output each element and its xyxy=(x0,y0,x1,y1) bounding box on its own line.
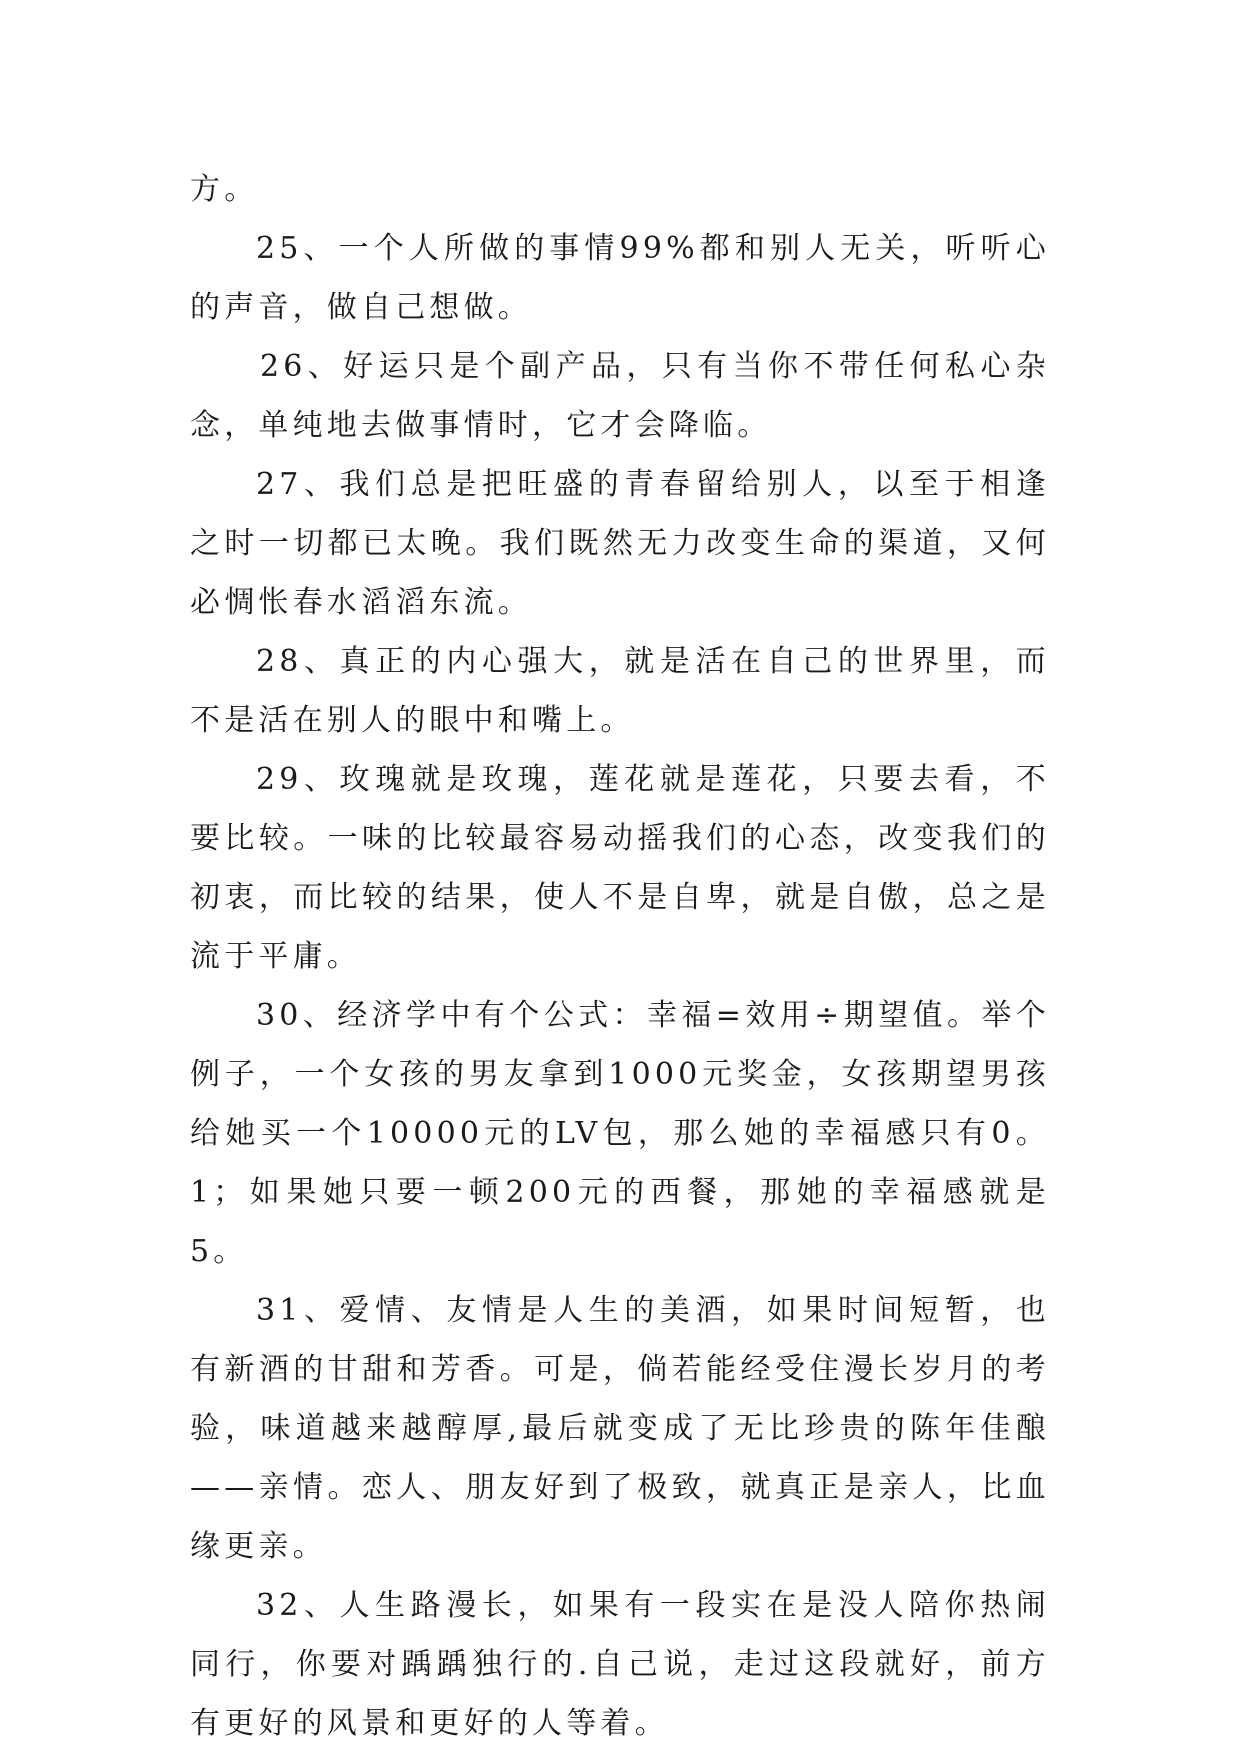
document-body xyxy=(190,160,1050,1753)
paragraph-continuation: 方。 xyxy=(190,172,259,207)
paragraph-27: 27、我们总是把旺盛的青春留给别人，以至于相逢之时一切都已太晚。我们既然无力改变生命的渠道，又何必惆怅春水滔滔东流。 xyxy=(190,467,1050,620)
paragraph-30: 30、经济学中有个公式：幸福=效用÷期望值。举个例子，一个女孩的男友拿到1000元奖金，女孩期望男孩给她买一个10000元的LV包，那么她的幸福感只有0。1；如果她只要一顿200元的西餐，那她的幸福感就是5。 xyxy=(190,998,1050,1269)
paragraph-29: 29、玫瑰就是玫瑰，莲花就是莲花，只要去看，不要比较。一味的比较最容易动摇我们的心态，改变我们的初衷，而比较的结果，使人不是自卑，就是自傲，总之是流于平庸。 xyxy=(190,762,1050,974)
paragraph-31: 31、爱情、友情是人生的美酒，如果时间短暂，也有新酒的甘甜和芳香。可是，倘若能经受住漫长岁月的考验，味道越来越醇厚,最后就变成了无比珍贵的陈年佳酿——亲情。恋人、朋友好到了极致，就真正是亲人，比血缘更亲。 xyxy=(190,1293,1050,1564)
paragraph-32: 32、人生路漫长，如果有一段实在是没人陪你热闹同行，你要对踽踽独行的.自己说，走过这段就好，前方有更好的风景和更好的人等着。 xyxy=(190,1588,1050,1741)
paragraph-26: 26、好运只是个副产品，只有当你不带任何私心杂念，单纯地去做事情时，它才会降临。 xyxy=(190,349,1050,443)
paragraph-28: 28、真正的内心强大，就是活在自己的世界里，而不是活在别人的眼中和嘴上。 xyxy=(190,644,1050,738)
paragraph-25: 25、一个人所做的事情99%都和别人无关，听听心的声音，做自己想做。 xyxy=(190,231,1050,325)
